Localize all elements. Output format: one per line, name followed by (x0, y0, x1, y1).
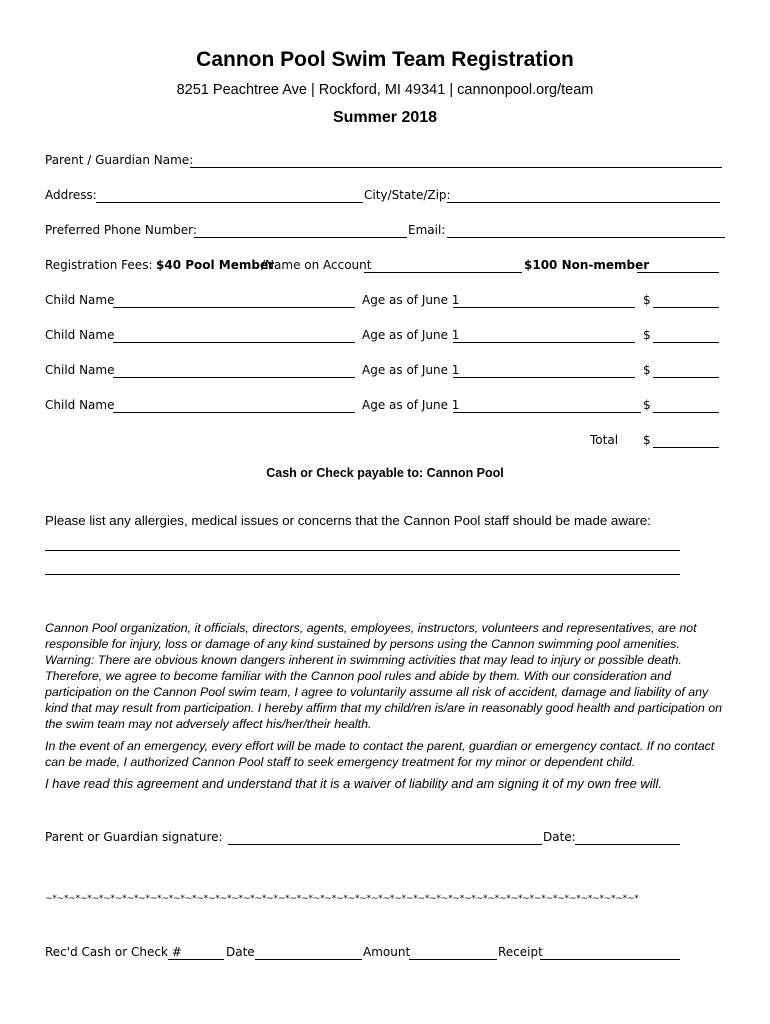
amount-field[interactable] (409, 959, 497, 960)
payment-note: Cash or Check payable to: Cannon Pool (266, 466, 504, 480)
nonmember-fee: $100 Non-member (524, 258, 650, 272)
address-label: Address: (45, 188, 97, 202)
receipt-field[interactable] (540, 959, 680, 960)
emergency-paragraph: In the event of an emergency, every effort will be made to contact the parent, guardian or emergency contact. If no contact can be made, I authorized Cannon Pool staff to seek emergency treatment for my minor or dependent child. (45, 739, 715, 769)
signature-label: Parent or Guardian signature: (45, 830, 223, 844)
fee-currency: $ (643, 398, 651, 412)
address-field[interactable] (96, 202, 363, 203)
child-name-field[interactable] (113, 377, 355, 378)
age-field[interactable] (453, 412, 641, 413)
fee-amount-field[interactable] (653, 377, 719, 378)
signature-date-field[interactable] (575, 844, 680, 845)
total-currency: $ (643, 433, 651, 447)
divider: ~*~*~*~*~*~*~*~*~*~*~*~*~*~*~*~*~*~*~*~*~*~*~*~*~*~*~*~*~*~*~*~*~*~*~*~*~*~*~*~*~*~*~*~*~*~*~*~*~*~*~* (45, 894, 639, 904)
email-label: Email: (408, 223, 446, 237)
waiver-paragraph: Cannon Pool organization, it officials, directors, agents, employees, instructors, volunteers and representatives, are not responsible for injury, loss or damage of any kind sustained by persons using the Cannon swimming pool amenities. Warning: There are obvious known dangers inherent in swimming activities that may lead to injury or possible death. Therefore, we agree to become familiar with the Cannon pool rules and abide by them. With our consideration and participation on the Cannon Pool swim team, I agree to voluntarily assume all risk of accident, damage and liability of any kind that may result from participation. I hereby affirm that my child/ren is/are in reasonably good health and participation on the swim team may not adversely affect his/her/their health. (45, 621, 723, 731)
age-label: Age as of June 1 (362, 328, 460, 342)
parent-name-field[interactable] (190, 167, 722, 168)
age-field[interactable] (453, 377, 635, 378)
fee-currency: $ (643, 293, 651, 307)
acknowledgement-paragraph: I have read this agreement and understand that it is a waiver of liability and am signing it of my own free will. (45, 776, 662, 791)
member-fee-suffix: /Name on Account (261, 258, 372, 272)
signature-field[interactable] (228, 844, 542, 845)
account-name-field[interactable] (364, 272, 522, 273)
child-name-label: Child Name (45, 363, 115, 377)
fee-amount-field[interactable] (653, 342, 719, 343)
age-field[interactable] (453, 307, 635, 308)
contact-address: 8251 Peachtree Ave | Rockford, MI 49341 | cannonpool.org/team (176, 82, 594, 98)
fee-amount-field[interactable] (653, 307, 719, 308)
receipt-label: Receipt (498, 945, 543, 959)
child-name-field[interactable] (113, 412, 355, 413)
total-label: Total (590, 433, 619, 447)
phone-field[interactable] (194, 237, 407, 238)
age-label: Age as of June 1 (362, 363, 460, 377)
member-fee: $40 Pool Member (156, 258, 275, 272)
child-name-label: Child Name (45, 398, 115, 412)
city-state-zip-field[interactable] (447, 202, 720, 203)
child-name-field[interactable] (113, 342, 355, 343)
nonmember-field[interactable] (637, 272, 719, 273)
office-date-field[interactable] (255, 959, 362, 960)
total-amount-field[interactable] (653, 447, 719, 448)
allergies-line-1[interactable] (45, 550, 680, 551)
age-label: Age as of June 1 (362, 293, 460, 307)
age-label: Age as of June 1 (362, 398, 460, 412)
fee-currency: $ (643, 328, 651, 342)
fee-currency: $ (643, 363, 651, 377)
child-name-label: Child Name (45, 293, 115, 307)
form-title: Cannon Pool Swim Team Registration (196, 48, 574, 71)
check-number-field[interactable] (168, 959, 224, 960)
registration-fees-label: Registration Fees: (45, 258, 153, 272)
city-state-zip-label: City/State/Zip: (364, 188, 451, 202)
child-name-label: Child Name (45, 328, 115, 342)
amount-label: Amount (363, 945, 411, 959)
season-heading: Summer 2018 (332, 109, 438, 126)
fee-amount-field[interactable] (653, 412, 719, 413)
child-name-field[interactable] (113, 307, 355, 308)
phone-label: Preferred Phone Number: (45, 223, 197, 237)
check-number-label: Rec'd Cash or Check # (45, 945, 182, 959)
age-field[interactable] (453, 342, 635, 343)
signature-date-label: Date: (543, 830, 576, 844)
parent-name-label: Parent / Guardian Name: (45, 153, 194, 167)
allergies-line-2[interactable] (45, 574, 680, 575)
allergies-prompt: Please list any allergies, medical issues or concerns that the Cannon Pool staff should be made aware: (45, 513, 651, 528)
email-field[interactable] (447, 237, 725, 238)
office-date-label: Date (226, 945, 255, 959)
